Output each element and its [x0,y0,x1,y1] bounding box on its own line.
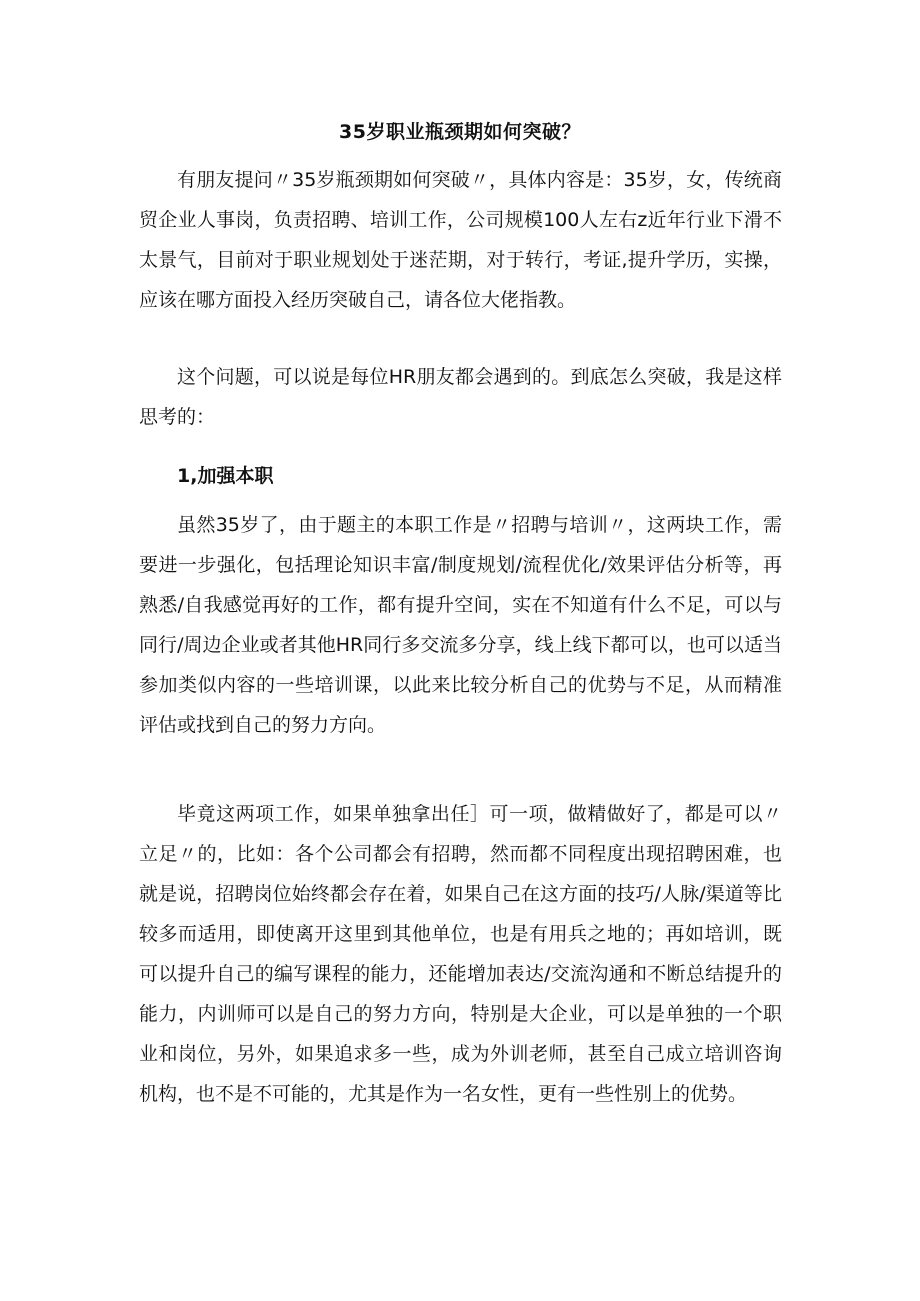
section-heading-block [139,456,782,496]
section-paragraph-block-2 [139,794,782,1114]
intro-paragraph-question: 有朋友提问〃35岁瓶颈期如何突破〃，具体内容是：35岁，女，传统商贸企业人事岗，负责招聘、培训工作，公司规模100人左右z近年行业下滑不太景气，目前对于职业规划处于迷茫期，对于转行，考证,提升学历，实操，应该在哪方面投入经历突破自己，请各位大佬指教。 [139,169,782,311]
intro-paragraph-thinking: 这个问题，可以说是每位HR朋友都会遇到的。到底怎么突破，我是这样思考的： [139,366,782,428]
section-paragraph-strengthen: 虽然35岁了，由于题主的本职工作是〃招聘与培训〃，这两块工作，需要进一步强化，包括理论知识丰富/制度规划/流程优化/效果评估分析等，再熟悉/自我感觉再好的工作，都有提升空间，实在不知道有什么不足，可以与同行/周边企业或者其他HR同行多交流多分享，线上线下都可以，也可以适当参加类似内容的一些培训课，以此来比较分析自己的优势与不足，从而精准评估或找到自己的努力方向。 [139,514,782,736]
section-heading: 1,加强本职 [177,465,274,487]
document-title: 35岁职业瓶颈期如何突破？ [339,121,581,143]
intro-paragraph-block-2 [139,357,782,437]
intro-paragraph-block [139,160,782,320]
section-paragraph-foothold: 毕竟这两项工作，如果单独拿出任］可一项，做精做好了，都是可以〃立足〃的，比如：各个公司都会有招聘，然而都不同程度出现招聘困难，也就是说，招聘岗位始终都会存在着，如果自己在这方面的技巧/人脉/渠道等比较多而适用，即使离开这里到其他单位，也是有用兵之地的；再如培训，既可以提升自己的编写课程的能力，还能增加表达/交流沟通和不断总结提升的能力，内训师可以是自己的努力方向，特别是大企业，可以是单独的一个职业和岗位，另外，如果追求多一些，成为外训老师，甚至自己成立培训咨询机构，也不是不可能的，尤其是作为一名女性，更有一些性别上的优势。 [139,803,782,1105]
section-paragraph-block-1 [139,505,782,745]
